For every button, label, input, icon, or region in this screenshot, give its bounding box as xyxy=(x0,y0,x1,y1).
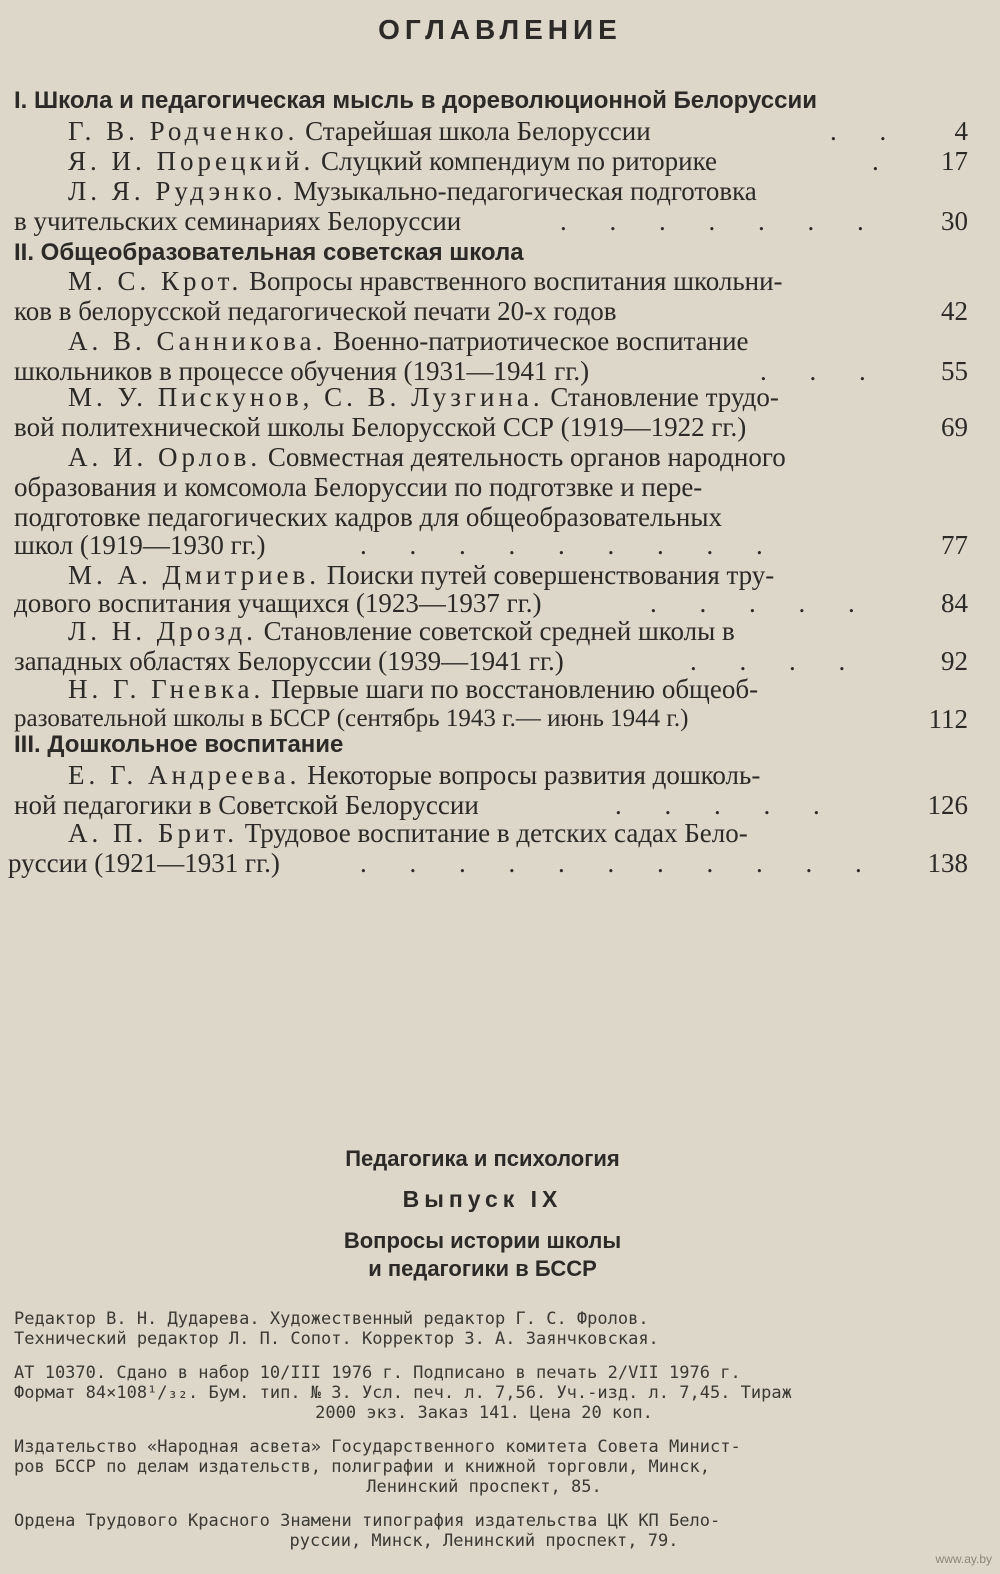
toc-title-cont: подготовке педагогических кадров для общеобразовательных xyxy=(14,502,722,532)
toc-leader: . . . . . . . . . . . xyxy=(360,848,880,878)
toc-title: Первые шаги по восстановлению общеоб- xyxy=(271,674,759,704)
imprint-publisher-address: Ленинский проспект, 85. xyxy=(366,1477,602,1497)
toc-leader: . . . . . xyxy=(650,588,873,618)
toc-page: 69 xyxy=(941,412,968,442)
toc-page: 138 xyxy=(927,848,968,878)
toc-author: А. И. Орлов. xyxy=(68,442,262,472)
toc-page: 17 xyxy=(941,146,968,176)
toc-leader: . . xyxy=(830,116,905,146)
toc-entry-5 xyxy=(68,326,749,356)
imprint-print-run: 2000 экз. Заказ 141. Цена 20 коп. xyxy=(315,1403,653,1423)
toc-leader: . . . xyxy=(760,356,884,386)
imprint-editors: Редактор В. Н. Дударева. Художественный редактор Г. С. Фролов. xyxy=(14,1309,649,1329)
toc-title-cont: западных областях Белоруссии (1939—1941 гг.) xyxy=(14,646,564,676)
toc-title-cont: школьников в процессе обучения (1931—1941 гг.) xyxy=(14,356,590,386)
toc-leader: . . . . xyxy=(690,646,864,676)
toc-page: 126 xyxy=(927,790,968,820)
toc-entry-9 xyxy=(68,616,735,646)
toc-entry-1 xyxy=(68,116,651,146)
section-2-heading: II. Общеобразовательная советская школа xyxy=(14,239,524,266)
watermark: www.ay.by xyxy=(935,1552,992,1566)
toc-page: 92 xyxy=(941,646,968,676)
imprint-publisher-cont: ров БССР по делам издательств, полиграфии и книжной торговли, Минск, xyxy=(14,1457,710,1477)
imprint-format: Формат 84×108¹/₃₂. Бум. тип. № 3. Усл. печ. л. 7,56. Уч.-изд. л. 7,45. Тираж xyxy=(14,1383,792,1403)
toc-author: Н. Г. Гневка. xyxy=(68,674,265,704)
toc-author: А. В. Санникова. xyxy=(68,326,327,356)
toc-title: Некоторые вопросы развития дошколь- xyxy=(307,760,761,790)
toc-entry-8 xyxy=(68,560,774,590)
toc-author: Г. В. Родченко. xyxy=(68,116,299,146)
toc-page: 84 xyxy=(941,588,968,618)
imprint-printer-address: руссии, Минск, Ленинский проспект, 79. xyxy=(289,1531,679,1551)
toc-title-cont: руссии (1921—1931 гг.) xyxy=(8,848,280,878)
toc-entry-6 xyxy=(68,382,779,412)
toc-author: А. П. Брит. xyxy=(68,818,238,848)
toc-author: Л. Я. Рудэнко. xyxy=(68,176,287,206)
toc-title: Военно-патриотическое воспитание xyxy=(332,326,749,356)
toc-author: М. А. Дмитриев. xyxy=(68,560,321,590)
toc-page: 42 xyxy=(941,296,968,326)
imprint-publisher: Издательство «Народная асвета» Государственного комитета Совета Минист- xyxy=(14,1437,741,1457)
toc-entry-4 xyxy=(68,266,783,296)
toc-page: 112 xyxy=(928,704,968,734)
toc-title-cont: образования и комсомола Белоруссии по подготзвке и пере- xyxy=(14,472,703,502)
toc-title: Поиски путей совершенствования тру- xyxy=(326,560,775,590)
toc-title: Вопросы нравственного воспитания школьни- xyxy=(248,266,783,296)
imprint-dates: АТ 10370. Сдано в набор 10/III 1976 г. Подписано в печать 2/VII 1976 г. xyxy=(14,1363,741,1383)
toc-title-cont: разовательной школы в БССР (сентябрь 1943 г.— июнь 1944 г.) xyxy=(14,705,689,732)
toc-entry-11 xyxy=(68,760,760,790)
toc-author: Я. И. Порецкий. xyxy=(68,146,315,176)
toc-title: Старейшая школа Белоруссии xyxy=(305,116,651,146)
toc-title: Слуцкий компендиум по риторике xyxy=(320,146,718,176)
toc-author: М. У. Пискунов, С. В. Лузгина. xyxy=(68,382,544,412)
toc-title-cont: в учительских семинариях Белоруссии xyxy=(14,206,462,236)
toc-author: М. С. Крот. xyxy=(68,266,243,296)
toc-title-cont: ной педагогики в Советской Белоруссии xyxy=(14,790,479,820)
toc-entry-12 xyxy=(68,818,748,848)
toc-title-cont: дового воспитания учащихся (1923—1937 гг.) xyxy=(14,588,542,618)
toc-page: 4 xyxy=(954,116,968,146)
toc-entry-2 xyxy=(68,146,717,176)
toc-title: Становление советской средней школы в xyxy=(263,616,735,646)
toc-page: 30 xyxy=(941,206,968,236)
section-3-heading: III. Дошкольное воспитание xyxy=(14,731,344,758)
toc-entry-3 xyxy=(68,176,757,206)
toc-title: Совместная деятельность органов народного xyxy=(267,442,786,472)
toc-leader: . . . . . xyxy=(615,790,838,820)
toc-entry-10 xyxy=(68,674,758,704)
imprint-printer: Ордена Трудового Красного Знамени типография издательства ЦК КП Бело- xyxy=(14,1511,721,1531)
toc-title: Музыкально-педагогическая подготовка xyxy=(293,176,757,206)
toc-title-cont: ков в белорусской педагогической печати 20-х годов xyxy=(14,296,617,326)
series-subtitle-1: Вопросы истории школы xyxy=(343,1228,622,1253)
toc-leader: . . . . . . . xyxy=(560,206,882,236)
toc-title-cont: школ (1919—1930 гг.) xyxy=(14,530,266,560)
toc-entry-7 xyxy=(68,442,786,472)
toc-leader: . xyxy=(872,146,897,176)
section-1-heading: I. Школа и педагогическая мысль в дореволюционной Белоруссии xyxy=(14,87,817,114)
page-title: ОГЛАВЛЕНИЕ xyxy=(378,14,622,45)
toc-author: Е. Г. Андреева. xyxy=(68,760,301,790)
toc-page: 77 xyxy=(941,530,968,560)
series-subtitle-2: и педагогики в БССР xyxy=(368,1256,597,1281)
toc-title: Становление трудо- xyxy=(550,382,779,412)
imprint-tech-editor: Технический редактор Л. П. Сопот. Корректор З. А. Заянчковская. xyxy=(14,1329,659,1349)
series-name: Педагогика и психология xyxy=(345,1146,620,1171)
series-issue: Выпуск IX xyxy=(402,1186,563,1212)
toc-leader: . . . . . . . . . xyxy=(360,530,781,560)
toc-author: Л. Н. Дрозд. xyxy=(68,616,257,646)
toc-page: 55 xyxy=(941,356,968,386)
toc-title: Трудовое воспитание в детских садах Бело- xyxy=(244,818,748,848)
toc-title-cont: вой политехнической школы Белорусской ССР (1919—1922 гг.) xyxy=(14,412,747,442)
